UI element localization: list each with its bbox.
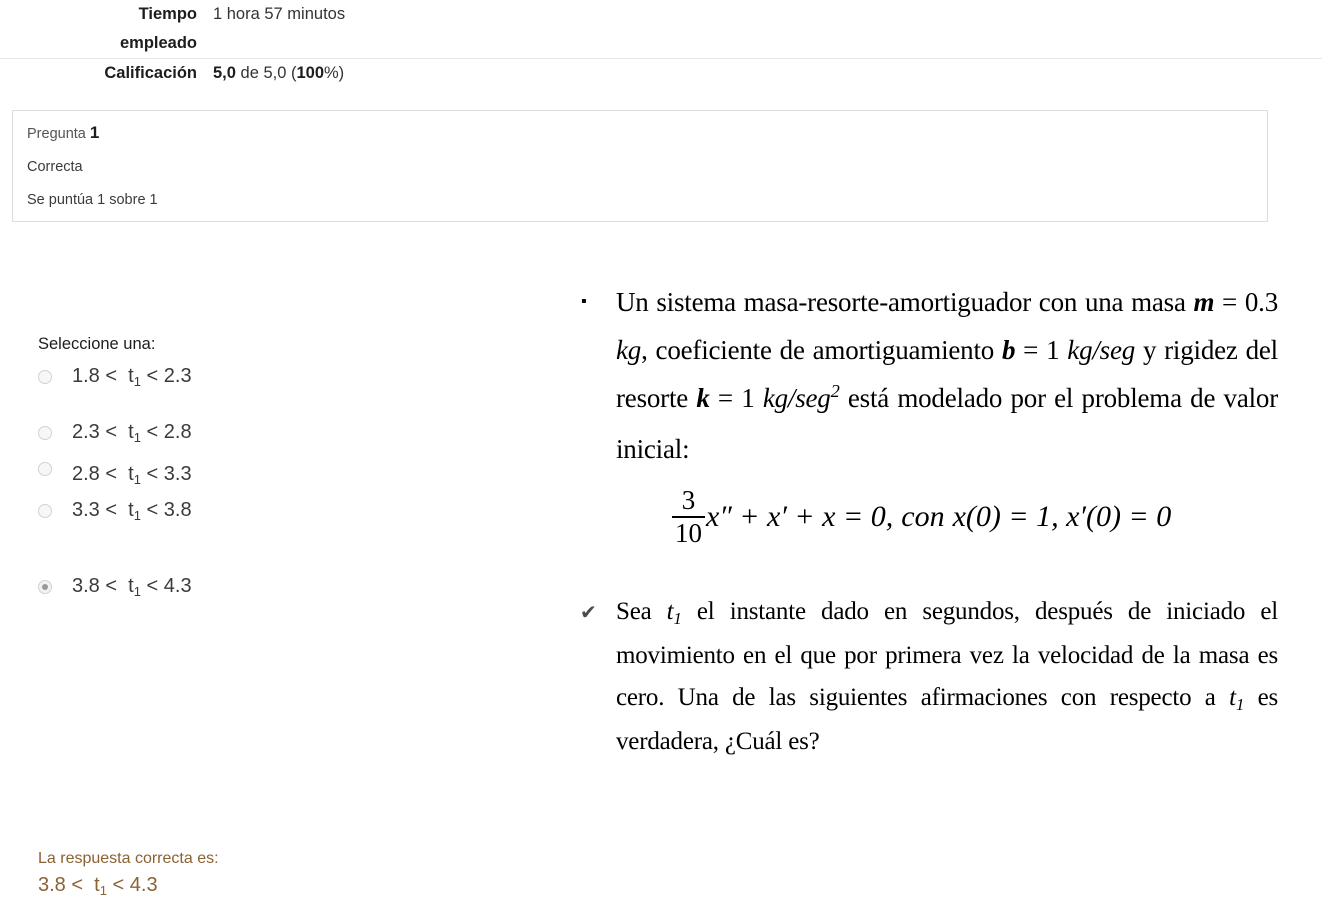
p1-k-exponent: 2 — [830, 381, 840, 402]
p2-t-sub-2: 1 — [1235, 694, 1245, 714]
p1-k-unit: kg/seg — [762, 383, 831, 413]
answer-option-2-label — [52, 420, 192, 446]
p2-t-sub: 1 — [673, 608, 682, 628]
answer-option-3[interactable] — [38, 456, 518, 488]
summary-value-time: 1 hora 57 minutos — [213, 5, 346, 23]
radio-button-option-1[interactable] — [38, 370, 52, 384]
fraction-three-tenths — [672, 487, 705, 547]
p1-k-symbol: k — [696, 383, 710, 413]
equation-con-word: con — [901, 499, 945, 533]
equation-initial-conditions: x(0) = 1, x′(0) = 0 — [952, 499, 1172, 533]
feedback-answer-var: t — [94, 874, 100, 896]
option-4-left: 3.3 < — [72, 499, 118, 521]
option-2-left: 2.3 < — [72, 421, 118, 443]
check-mark-icon: ✔ — [580, 602, 597, 624]
p1-m-symbol: m — [1193, 287, 1215, 317]
question-number-line — [27, 125, 1267, 142]
p1-b-value: = 1 — [1015, 335, 1068, 365]
question-stem-bullet-1 — [578, 278, 1278, 473]
answer-option-4-label — [52, 498, 192, 524]
option-1-var: t — [128, 365, 134, 387]
answers-prompt: Seleccione una: — [38, 335, 156, 353]
question-stem-bullet-2 — [578, 591, 1278, 763]
option-5-right: < 4.3 — [146, 575, 192, 597]
summary-label-time-line1: Tiempo — [138, 5, 197, 23]
correct-answer-feedback — [38, 848, 638, 902]
feedback-answer-sub: 1 — [99, 883, 107, 898]
feedback-label: La respuesta correcta es: — [38, 850, 219, 867]
p1-part3: y rigidez del resorte — [616, 335, 1278, 413]
grade-earned: 5,0 — [213, 64, 236, 82]
option-1-right: < 2.3 — [146, 365, 192, 387]
p1-m-value: = 0.3 — [1214, 287, 1278, 317]
differential-equation — [672, 487, 1171, 547]
grade-percent-suffix: %) — [324, 64, 345, 82]
answer-option-3-label — [52, 456, 192, 488]
grade-of-max: de 5,0 ( — [235, 64, 297, 82]
option-4-right: < 3.8 — [146, 499, 192, 521]
option-2-right: < 2.8 — [146, 421, 192, 443]
summary-label-time — [0, 0, 197, 58]
square-bullet-icon: ▪ — [581, 293, 587, 310]
summary-row-grade — [0, 58, 1322, 88]
equation-body: x″ + x′ + x = 0, — [706, 499, 894, 533]
question-info-box — [12, 110, 1268, 222]
p1-part2: , coeficiente de amortiguamiento — [641, 335, 1002, 365]
question-number-value: 1 — [89, 123, 100, 142]
radio-button-option-5[interactable] — [38, 580, 52, 594]
answer-option-5[interactable] — [38, 574, 518, 600]
p2-part1: Sea — [616, 598, 667, 625]
feedback-answer — [38, 870, 638, 902]
fraction-numerator: 3 — [681, 485, 696, 515]
grade-percent: 100 — [296, 64, 325, 82]
p2-t-symbol-2: t — [1229, 684, 1236, 711]
answer-option-1[interactable] — [38, 364, 518, 390]
fraction-denominator: 10 — [675, 517, 702, 548]
option-3-left: 2.8 < — [72, 463, 118, 485]
option-4-var: t — [128, 499, 134, 521]
option-2-sub: 1 — [133, 430, 141, 445]
radio-button-option-2[interactable] — [38, 426, 52, 440]
radio-button-option-3[interactable] — [38, 462, 52, 476]
p2-part3: es verdadera, ¿Cuál es? — [616, 684, 1279, 755]
answer-option-4[interactable] — [38, 498, 518, 524]
option-2-var: t — [128, 421, 134, 443]
p2-part2: el instante dado en segundos, después de iniciado el movimiento en el que por primera vez la velocidad de la masa es cero. Una de las siguientes afirmaciones con respecto a — [616, 598, 1278, 711]
option-5-var: t — [128, 575, 134, 597]
question-stem-paragraph-1 — [616, 278, 1278, 473]
p1-part1: Un sistema masa-resorte-amortiguador con una masa — [616, 287, 1194, 317]
option-3-var: t — [128, 463, 134, 485]
attempt-summary-table — [0, 0, 1322, 88]
p1-part4: está modelado por el problema de valor inicial: — [616, 383, 1279, 464]
question-state: Correcta — [27, 159, 83, 175]
summary-label-time-line2: empleado — [119, 34, 197, 52]
answer-option-2[interactable] — [38, 420, 518, 446]
feedback-answer-left: 3.8 < — [38, 874, 84, 896]
p1-b-symbol: b — [1001, 335, 1016, 365]
option-3-right: < 3.3 — [146, 463, 192, 485]
radio-button-option-4[interactable] — [38, 504, 52, 518]
question-number-label: Pregunta — [27, 126, 86, 142]
option-5-left: 3.8 < — [72, 575, 118, 597]
p1-b-unit: kg/seg — [1067, 335, 1136, 365]
summary-label-grade: Calificación — [104, 64, 197, 82]
summary-row-time — [0, 0, 1322, 58]
question-marks: Se puntúa 1 sobre 1 — [27, 192, 158, 208]
feedback-answer-right: < 4.3 — [112, 874, 158, 896]
answer-options-group — [38, 334, 518, 600]
answer-option-1-label — [52, 364, 192, 390]
summary-value-grade — [197, 59, 344, 88]
option-3-sub: 1 — [133, 472, 141, 487]
option-1-sub: 1 — [133, 374, 141, 389]
p2-t-symbol: t — [666, 598, 674, 625]
question-stem-paragraph-2 — [616, 591, 1278, 763]
option-4-sub: 1 — [133, 508, 141, 523]
p1-k-value: = 1 — [709, 383, 763, 413]
option-1-left: 1.8 < — [72, 365, 118, 387]
p1-m-unit: kg — [616, 335, 642, 365]
answer-option-5-label — [52, 574, 192, 600]
option-5-sub: 1 — [133, 584, 141, 599]
